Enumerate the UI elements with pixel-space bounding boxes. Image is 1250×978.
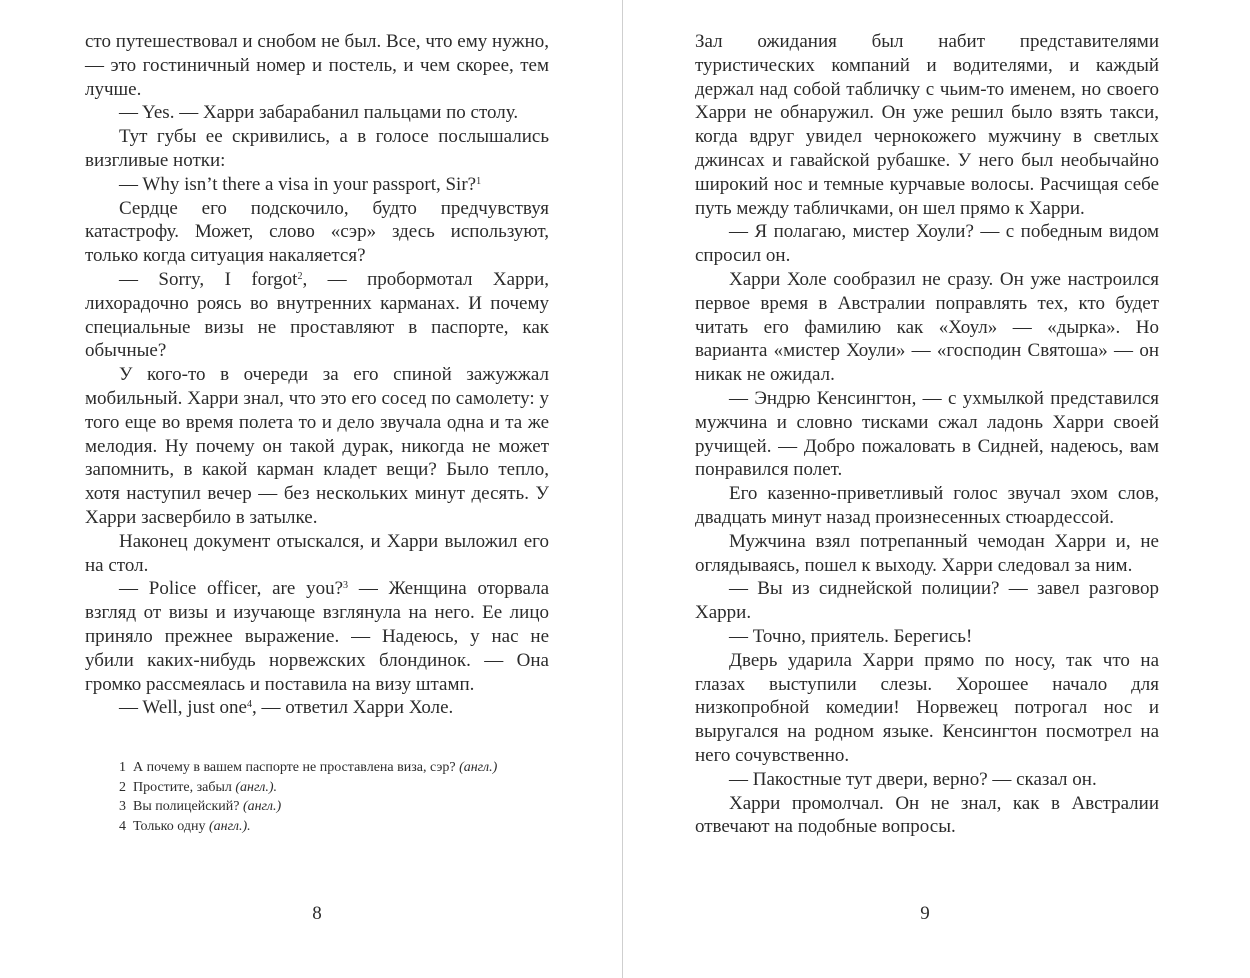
paragraph [85,696,549,720]
footnote-number: 1 [119,760,126,776]
dialogue-text: , — ответил Харри Холе. [251,697,454,719]
footnote-text: Простите, забыл [133,779,232,795]
dialogue-text: — Sorry, I forgot [119,268,298,290]
footnote-mark: 3 [343,580,349,592]
left-page-text [85,30,549,720]
paragraph: — Yes. — Харри забарабанил пальцами по столу. [119,102,519,124]
footnote-mark: 1 [476,175,482,187]
footnote-text: Только одну [133,818,206,834]
footnote [119,817,549,837]
page-number-left: 8 [312,903,322,924]
paragraph [85,268,549,363]
paragraph: сто путешествовал и снобом не был. Все, что ему нужно, — это гостиничный номер и постель, и чем скорее, тем лучше. [85,31,549,100]
paragraph [85,173,549,197]
dialogue-text: — Why isn’t there a visa in your passport, Sir? [119,173,477,195]
footnote-text: А почему в вашем паспорте не проставлена виза, сэр? [133,760,456,776]
left-page [85,30,549,836]
footnote-language-note: (англ.). [235,779,278,795]
paragraph: Сердце его подскочило, будто предчувствуя катастрофу. Может, слово «сэр» здесь используют, только когда ситуация накаляется? [85,197,549,267]
paragraph: Зал ожидания был набит представителями туристических компаний и водителями, и каждый держал над собой табличку с чьим-то именем, но своего Харри не обнаружил. Он уже решил было взять такси, когда вдруг увидел чернокожего мужчину в светлых джинсах и гавайской рубашке. У него был необычайно широкий нос и темные курчавые волосы. Расчищая себе путь между табличками, он шел прямо к Харри. [695,31,1159,219]
footnote-language-note: (англ.). [209,818,251,834]
paragraph: Харри промолчал. Он не знал, как в Австралии отвечают на подобные вопросы. [695,792,1159,838]
footnote-number: 4 [119,818,126,834]
paragraph [85,577,549,696]
paragraph: — Точно, приятель. Берегись! [729,625,973,647]
paragraph: Дверь ударила Харри прямо по носу, так что на глазах выступили слезы. Хорошее начало для низкопробной комедии! Норвежец потрогал нос и выругался на родном языке. Кенсингтон посмотрел на него сочувственно. [695,649,1159,766]
right-page [695,30,1159,839]
footnote-body [133,778,549,798]
page-gutter [622,0,623,978]
footnote-number: 3 [119,799,126,815]
paragraph: — Вы из сиднейской полиции? — завел разговор Харри. [695,578,1159,624]
paragraph: — Эндрю Кенсингтон, — с ухмылкой представился мужчина и словно тисками сжал ладонь Харри своей ручищей. — Добро пожаловать в Сидней, надеюсь, вам понравился полет. [695,387,1159,481]
footnote-language-note: (англ.) [459,760,498,776]
paragraph: Харри Холе сообразил не сразу. Он уже настроился первое время в Австралии поправлять тех, кто будет читать его фамилию как «Хоул» — «дырка». Но варианта «мистер Хоули» — «господин Святоша» — он никак не ожидал. [695,268,1159,386]
paragraph: — Пакостные тут двери, верно? — сказал он. [729,768,1097,790]
page-number-right: 9 [920,903,930,924]
footnote [119,778,549,798]
footnote-text: Вы полицейский? [133,799,240,815]
dialogue-text: — Well, just one [119,697,247,719]
footnotes [85,758,549,836]
paragraph: — Я полагаю, мистер Хоули? — с победным видом спросил он. [695,221,1159,267]
dialogue-text: — Женщина оторвала взгляд от визы и изучающе взглянула на него. Ее лицо приняло прежнее выражение. — Надеюсь, у нас не убили каких-нибудь норвежских блондинок. — Она громко рассмеялась и поставила на визу штамп. [85,578,550,695]
dialogue-text: — Police officer, are you? [119,578,344,600]
paragraph: Мужчина взял потрепанный чемодан Харри и, не оглядываясь, пошел к выходу. Харри следовал за ним. [695,530,1159,576]
footnote-language-note: (англ.) [242,799,282,815]
right-page-text [695,30,1159,839]
paragraph: Его казенно-приветливый голос звучал эхом слов, двадцать минут назад произнесенных стюардессой. [695,483,1159,528]
footnote-mark: 2 [297,270,303,282]
paragraph: Тут губы ее скривились, а в голосе послышались визгливые нотки: [85,126,549,171]
footnote-body [133,817,549,837]
paragraph: У кого-то в очереди за его спиной зажужжал мобильный. Харри знал, что это его сосед по самолету: у того еще во время полета то и дело звучала одна и та же мелодия. Ну почему он такой дурак, никогда не может запомнить, в какой карман кладет вещи? Было тепло, хотя наступил вечер — без нескольких минут десять. У Харри засвербило в затылке. [85,364,549,528]
footnote-mark: 4 [246,699,252,711]
paragraph: Наконец документ отыскался, и Харри выложил его на стол. [85,530,549,576]
dialogue-text: , — пробормотал Харри, лихорадочно роясь во внутренних карманах. И почему специальные визы не проставляют в паспорте, как обычные? [85,268,550,362]
footnote [119,797,549,817]
footnote-body [133,797,549,817]
footnote [119,758,549,778]
footnote-number: 2 [119,779,126,795]
footnote-body [133,758,549,778]
